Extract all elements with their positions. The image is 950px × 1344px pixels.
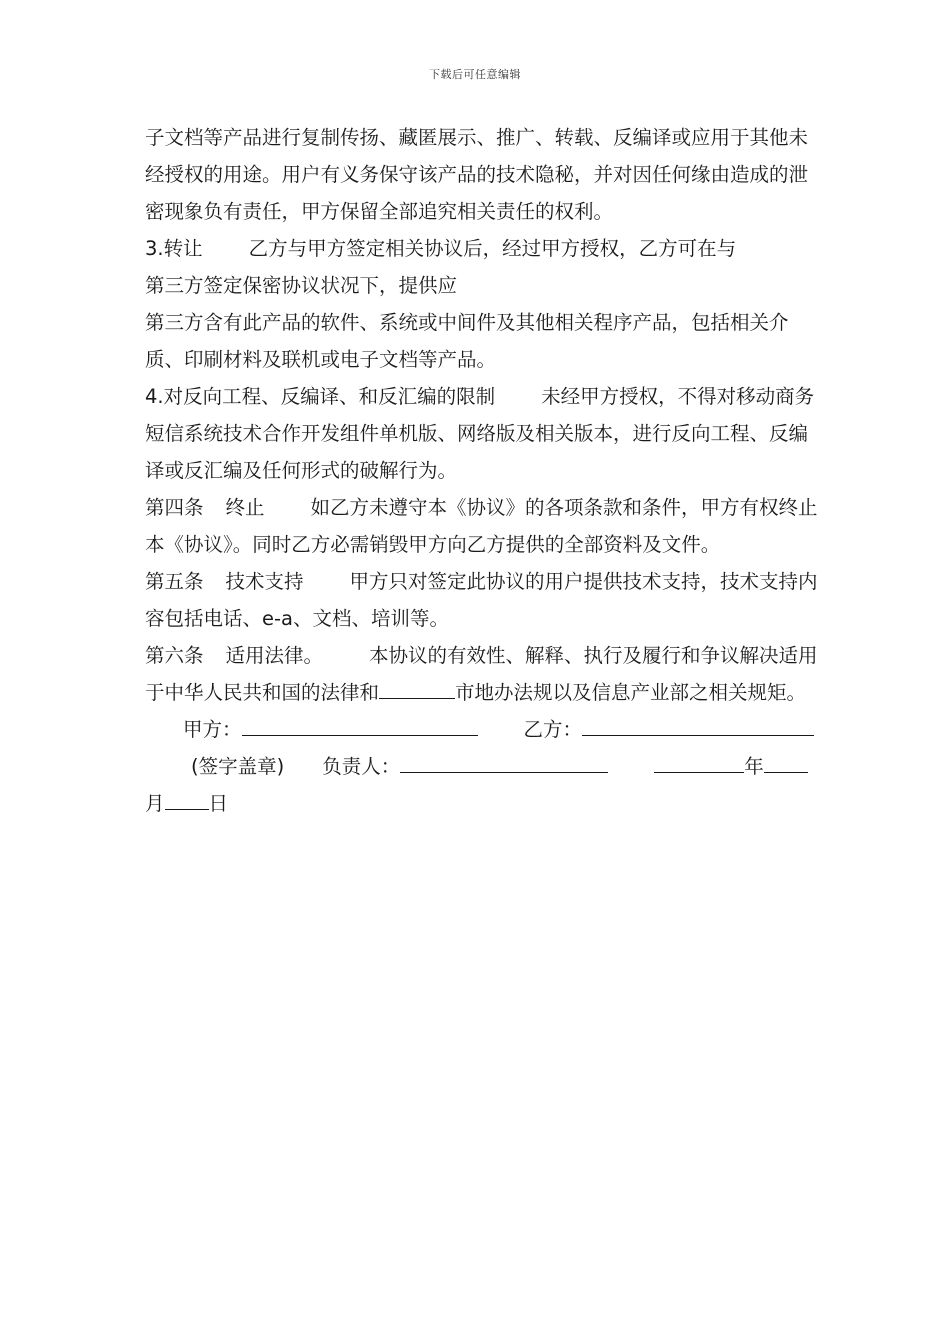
clause-transfer — [145, 230, 825, 267]
responsible-label: 负责人： — [322, 755, 401, 778]
party-a-blank — [242, 711, 478, 736]
article-body: 甲方只对签定此协议的用户提供技术支持，技术支持内容包括电话、e-a、文档、培训等。 — [145, 570, 818, 630]
paragraph-confidentiality — [145, 119, 825, 230]
article-body: 如乙方未遵守本《协议》的各项条款和条件，甲方有权终止本《协议》。同时乙方必需销毁甲方向乙方提供的全部资料及文件。 — [145, 496, 818, 556]
article-title: 技术支持 — [225, 570, 304, 593]
article-body: 本协议的有效性、解释、执行及履行和争议解决适用于中华人民共和国的法律和 — [145, 644, 818, 704]
responsible-blank — [400, 748, 542, 773]
article-tech-support — [145, 563, 825, 637]
party-a-label: 甲方： — [183, 718, 242, 741]
paragraph-text: 子文档等产品进行复制传扬、藏匿展示、推广、转载、反编译或应用于其他未经授权的用途。用户有义务保守该产品的技术隐秘，并对因任何缘由造成的泄密现象负有责任，甲方保留全部追究相关责任的权利。 — [145, 126, 809, 223]
clause-title: 4.对反向工程、反编译、和反汇编的限制 — [145, 385, 496, 408]
article-title: 终止 — [225, 496, 265, 519]
month-label: 月 — [145, 792, 165, 815]
party-b-label: 乙方： — [523, 718, 583, 741]
article-applicable-law — [145, 637, 825, 822]
article-termination — [145, 489, 825, 563]
paragraph-products — [145, 304, 825, 378]
clause-body: 未经甲方授权，不得对移动商务短信系统技术合作开发组件单机版、网络版及相关版本，进行反向工程、反编译或反汇编及任何形式的破解行为。 — [145, 385, 815, 482]
article-title: 适用法律。 — [225, 644, 324, 667]
paragraph-text: 第三方含有此产品的软件、系统或中间件及其他相关程序产品，包括相关介质、印刷材料及联机或电子文档等产品。 — [145, 311, 789, 371]
year-label: 年 — [744, 755, 764, 778]
seal-label: (签字盖章) — [191, 755, 285, 778]
document-body — [145, 119, 825, 822]
day-label: 日 — [208, 792, 229, 815]
city-blank — [379, 674, 455, 699]
clause-reverse-engineering — [145, 378, 825, 489]
clause-title: 3.转让 — [145, 237, 203, 260]
article-number: 第四条 — [145, 496, 204, 519]
clause-body: 乙方与甲方签定相关协议后，经过甲方授权，乙方可在与 — [248, 237, 737, 260]
year-blank — [654, 748, 744, 773]
paragraph-text: 第三方签定保密协议状况下，提供应 — [145, 274, 458, 297]
party-b-blank — [582, 711, 814, 736]
responsible-blank-cont — [542, 748, 608, 773]
day-blank — [165, 785, 209, 810]
paragraph-third-party — [145, 267, 825, 304]
article-number: 第五条 — [145, 570, 204, 593]
article-number: 第六条 — [145, 644, 204, 667]
page-header: 下载后可任意编辑 — [429, 68, 521, 81]
article-body: 市地办法规以及信息产业部之相关规矩。 — [455, 681, 807, 704]
month-blank — [764, 748, 808, 773]
